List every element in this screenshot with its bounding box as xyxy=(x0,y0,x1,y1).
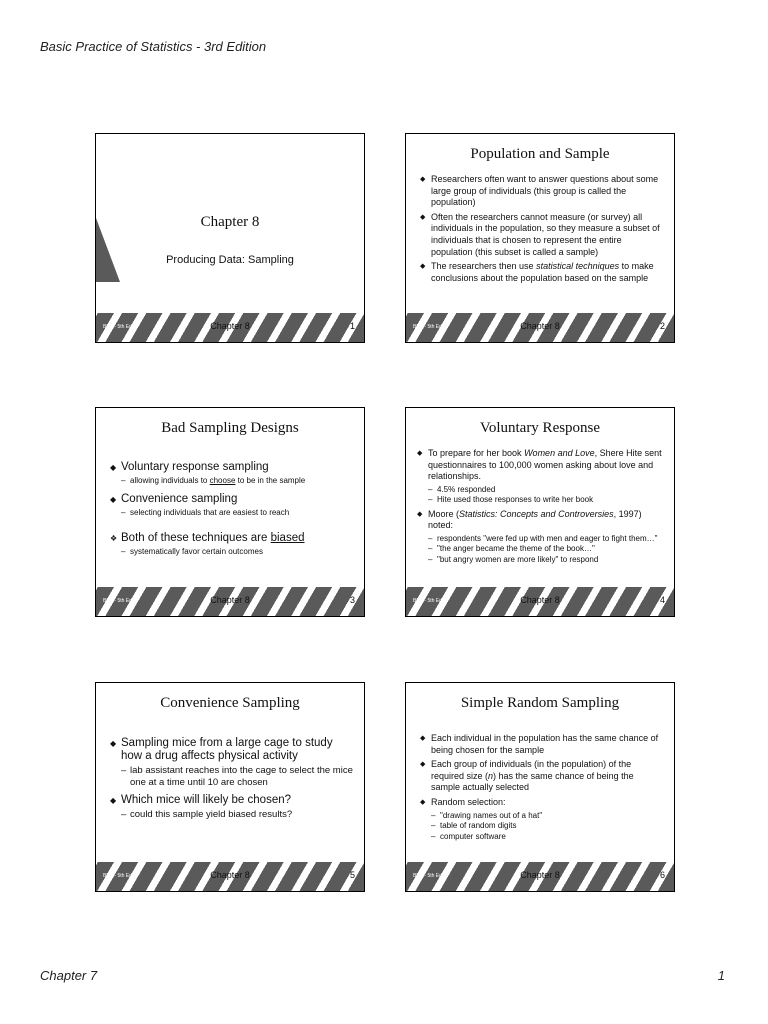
slide-footer-chapter: Chapter 8 xyxy=(520,870,560,880)
sub-item: – respondents "were fed up with men and eager to fight them…" xyxy=(428,534,664,545)
sub-item: – lab assistant reaches into the cage to select the mice one at a time until 10 are chosen xyxy=(121,765,354,788)
bullet-item: ◆ Sampling mice from a large cage to study how a drug affects physical activity – lab assistant reaches into the cage to select the mice one at a time until 10 are chosen xyxy=(110,737,354,788)
slide-number: 2 xyxy=(659,321,665,331)
sub-item: – Hite used those responses to write her book xyxy=(428,495,664,506)
slide-subtitle: Producing Data: Sampling xyxy=(166,254,294,266)
sub-item: – "the anger became the theme of the book…" xyxy=(428,544,664,555)
slide-footer-tag: BPS - 5th Ed. xyxy=(103,324,134,330)
slide-4 xyxy=(405,407,675,617)
sub-item: – "but angry women are more likely" to respond xyxy=(428,555,664,566)
bullet-list xyxy=(110,737,354,825)
slide-footer xyxy=(96,313,364,342)
slide-title: Bad Sampling Designs xyxy=(161,420,299,436)
bullet-list xyxy=(420,174,664,287)
sub-item: – 4.5% responded xyxy=(428,485,664,496)
bullet-item: ◆ Moore (Statistics: Concepts and Controversies, 1997) noted: – respondents "were fed up with men and eager to fight them…" – "the anger became the theme of the book…" – "but angry women are more likely" to respond xyxy=(417,509,664,566)
slide-number: 3 xyxy=(349,595,355,605)
bullet-item: ◆ Which mice will likely be chosen? – could this sample yield biased results? xyxy=(110,794,354,821)
slide-number: 4 xyxy=(659,595,665,605)
bullet-list xyxy=(417,448,664,568)
slide-footer-chapter: Chapter 8 xyxy=(520,595,560,605)
slide-footer xyxy=(406,862,674,891)
slide-1 xyxy=(95,133,365,343)
slide-title: Convenience Sampling xyxy=(160,695,300,711)
slide-6 xyxy=(405,682,675,892)
bullet-item: ◆ Often the researchers cannot measure (or survey) all individuals in the population, so they measure a subset of individuals that is chosen to represent the entire population (this subset is called a sample) xyxy=(420,212,664,258)
slide-number: 5 xyxy=(349,870,355,880)
bullet-item: ◆ Each individual in the population has the same chance of being chosen for the sample xyxy=(420,733,664,756)
emphasis-text: statistical techniques xyxy=(536,261,620,272)
slide-3 xyxy=(95,407,365,617)
bullet-list xyxy=(110,461,354,562)
sub-item: – systematically favor certain outcomes xyxy=(121,547,354,558)
bullet-item: ◆ To prepare for her book Women and Love, Shere Hite sent questionnaires to 100,000 women asking about love and relationships. – 4.5% responded – Hite used those responses to write her book xyxy=(417,448,664,506)
slide-footer-tag: BPS - 5th Ed. xyxy=(103,598,134,604)
slide-number: 6 xyxy=(659,870,665,880)
slide-footer xyxy=(96,587,364,616)
slide-2 xyxy=(405,133,675,343)
sub-item: – could this sample yield biased results? xyxy=(121,809,354,821)
slide-title: Population and Sample xyxy=(470,146,610,162)
sub-item: – selecting individuals that are easiest to reach xyxy=(121,508,354,519)
slide-title: Simple Random Sampling xyxy=(460,695,620,711)
bullet-item: ◆ The researchers then use statistical techniques to make conclusions about the population based on the sample xyxy=(420,261,664,284)
slide-footer-chapter: Chapter 8 xyxy=(210,870,250,880)
slide-footer xyxy=(406,313,674,342)
bullet-item: ❖ Both of these techniques are biased – systematically favor certain outcomes xyxy=(110,532,354,558)
slide-footer-tag: BPS - 5th Ed. xyxy=(413,598,444,604)
bullet-item: ◆ Convenience sampling – selecting individuals that are easiest to reach xyxy=(110,493,354,519)
slide-footer-chapter: Chapter 8 xyxy=(210,321,250,331)
sub-item: – allowing individuals to choose to be in the sample xyxy=(121,476,354,487)
slide-number: 1 xyxy=(349,321,355,331)
slide-footer xyxy=(96,862,364,891)
bullet-list xyxy=(420,733,664,845)
page-number: 1 xyxy=(717,968,725,983)
slide-footer xyxy=(406,587,674,616)
bullet-item: ◆ Random selection: – "drawing names out of a hat" – table of random digits – computer software xyxy=(420,797,664,842)
page-footer-chapter: Chapter 7 xyxy=(40,968,98,983)
sub-item: – table of random digits xyxy=(431,821,664,832)
slide-footer-tag: BPS - 5th Ed. xyxy=(413,324,444,330)
page-header: Basic Practice of Statistics - 3rd Edition xyxy=(40,39,267,54)
slide-footer-chapter: Chapter 8 xyxy=(210,595,250,605)
sub-item: – computer software xyxy=(431,832,664,843)
slide-footer-chapter: Chapter 8 xyxy=(520,321,560,331)
slide-title: Voluntary Response xyxy=(479,420,601,436)
slide-footer-tag: BPS - 5th Ed. xyxy=(103,873,134,879)
slide-title: Chapter 8 xyxy=(200,214,260,230)
slide-5 xyxy=(95,682,365,892)
bullet-item: ◆ Each group of individuals (in the population) of the required size (n) has the same chance of being the sample actually selected xyxy=(420,759,664,794)
sub-item: – "drawing names out of a hat" xyxy=(431,811,664,822)
bullet-item: ◆ Voluntary response sampling – allowing individuals to choose to be in the sample xyxy=(110,461,354,487)
bullet-item: ◆ Researchers often want to answer questions about some large group of individuals (this group is called the population) xyxy=(420,174,664,209)
slide-footer-tag: BPS - 5th Ed. xyxy=(413,873,444,879)
